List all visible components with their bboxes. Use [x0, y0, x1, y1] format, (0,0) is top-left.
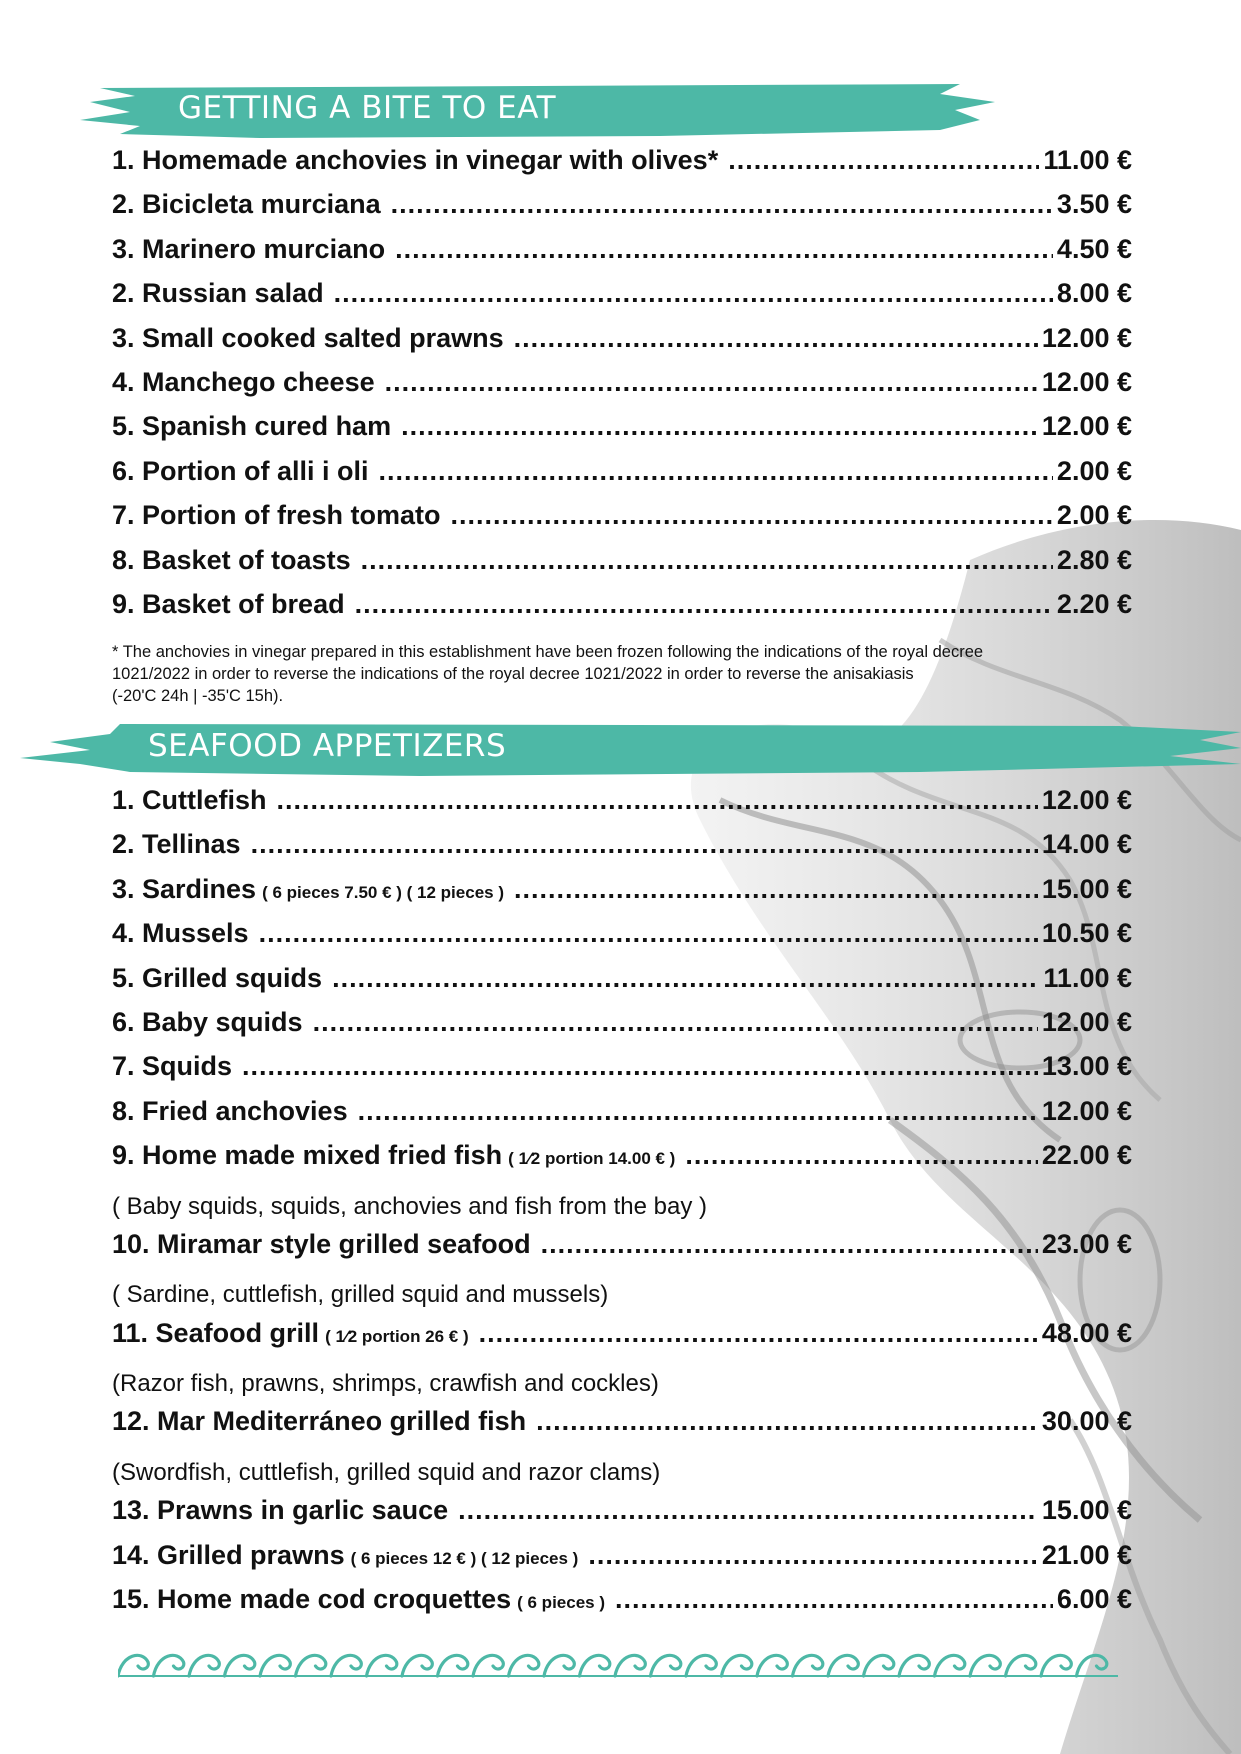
menu-item [112, 589, 1132, 633]
menu-item-price: 12.00 € [1041, 1095, 1132, 1126]
menu-item-note: ( 1⁄2 portion 14.00 € ) [508, 1149, 676, 1169]
wave-glyph [1041, 1655, 1071, 1676]
menu-item-price: 15.00 € [1041, 1495, 1132, 1526]
menu-list-bites [112, 145, 1132, 633]
menu-item [112, 189, 1132, 233]
menu-item [112, 323, 1132, 367]
wave-glyph [118, 1655, 148, 1676]
menu-item-name: 4. Manchego cheese [112, 366, 375, 397]
menu-item [112, 411, 1132, 455]
dot-leader [355, 589, 1053, 620]
menu-item-name: 14. Grilled prawns [112, 1539, 345, 1570]
wave-glyph [935, 1655, 965, 1676]
wave-glyph [899, 1655, 929, 1676]
menu-item-price: 14.00 € [1041, 829, 1132, 860]
menu-item-name: 9. Home made mixed fried fish [112, 1140, 503, 1171]
menu-item-name: 2. Russian salad [112, 278, 324, 309]
menu-item-price: 12.00 € [1041, 366, 1132, 397]
menu-item-name: 2. Bicicleta murciana [112, 189, 381, 220]
menu-item-price: 13.00 € [1041, 1051, 1132, 1082]
wave-glyph [189, 1655, 219, 1676]
menu-item [112, 874, 1132, 918]
wave-glyph [828, 1655, 858, 1676]
wave-glyph [757, 1655, 787, 1676]
menu-item-price: 6.00 € [1056, 1584, 1132, 1615]
menu-item [112, 367, 1132, 411]
menu-item-name: 8. Fried anchovies [112, 1095, 348, 1126]
menu-item [112, 234, 1132, 278]
dot-leader [259, 918, 1038, 949]
menu-item-price: 12.00 € [1041, 322, 1132, 353]
wave-glyph [580, 1655, 610, 1676]
section-title-getting-a-bite [60, 80, 1000, 142]
dot-leader [615, 1584, 1053, 1615]
menu-item-name: 3. Sardines [112, 873, 257, 904]
wave-glyph [864, 1655, 894, 1676]
menu-item-name: 7. Portion of fresh tomato [112, 500, 441, 531]
menu-item [112, 829, 1132, 873]
dot-leader [361, 545, 1053, 576]
wave-glyph [402, 1655, 432, 1676]
wave-glyph [296, 1655, 326, 1676]
dot-leader [358, 1096, 1038, 1127]
menu-item-name: 5. Grilled squids [112, 962, 323, 993]
dot-leader [536, 1406, 1038, 1437]
dot-leader [479, 1318, 1038, 1349]
menu-item-price: 11.00 € [1043, 962, 1132, 993]
menu-item [112, 1051, 1132, 1095]
dot-leader [685, 1140, 1038, 1171]
menu-item-description: (Swordfish, cuttlefish, grilled squid and razor clams) [112, 1458, 661, 1486]
section-title-seafood-appetizers [20, 718, 1241, 780]
menu-item-price: 4.50 € [1056, 233, 1132, 264]
menu-item [112, 145, 1132, 189]
menu-item-price: 3.50 € [1056, 189, 1132, 220]
footnote-line: * The anchovies in vinegar prepared in this establishment have been frozen following the indications of the royal decree [112, 643, 984, 661]
menu-item [112, 1584, 1132, 1628]
dot-leader [277, 785, 1038, 816]
menu-item-price: 2.80 € [1056, 544, 1132, 575]
menu-item-note: ( 6 pieces 7.50 € ) ( 12 pieces ) [262, 882, 504, 902]
wave-glyph [367, 1655, 397, 1676]
menu-list-seafood [112, 785, 1132, 1628]
menu-item-price: 12.00 € [1041, 1006, 1132, 1037]
dot-leader [728, 145, 1039, 176]
menu-item-price: 2.00 € [1056, 455, 1132, 486]
dot-leader [514, 874, 1038, 905]
dot-leader [514, 323, 1038, 354]
menu-item-name: 15. Home made cod croquettes [112, 1584, 512, 1615]
menu-item-price: 2.20 € [1056, 588, 1132, 619]
menu-item-note: ( 1⁄2 portion 26 € ) [325, 1326, 469, 1346]
wave-glyph [225, 1655, 255, 1676]
dot-leader [385, 367, 1038, 398]
wave-glyph [1077, 1655, 1107, 1676]
menu-item [112, 1406, 1132, 1450]
menu-item-price: 15.00 € [1041, 873, 1132, 904]
wave-glyph [686, 1655, 716, 1676]
menu-item-price: 21.00 € [1041, 1539, 1132, 1570]
menu-item-price: 10.50 € [1041, 918, 1132, 949]
dot-leader [395, 234, 1053, 265]
menu-item [112, 278, 1132, 322]
menu-item-name: 1. Homemade anchovies in vinegar with olives* [112, 145, 719, 175]
menu-item [112, 500, 1132, 544]
menu-item [112, 1318, 1132, 1362]
menu-item-note: ( 6 pieces ) [517, 1593, 605, 1613]
menu-item [112, 785, 1132, 829]
menu-item-note: ( 6 pieces 12 € ) ( 12 pieces ) [350, 1548, 579, 1568]
dot-leader [458, 1495, 1038, 1526]
section-title-text: SEAFOOD APPETIZERS [148, 728, 507, 764]
menu-item-name: 9. Basket of bread [112, 588, 345, 619]
dot-leader [251, 829, 1038, 860]
menu-item [112, 545, 1132, 589]
wave-glyph [615, 1655, 645, 1676]
menu-item-name: 13. Prawns in garlic sauce [112, 1495, 449, 1526]
menu-item [112, 1096, 1132, 1140]
menu-item-name: 12. Mar Mediterráneo grilled fish [112, 1406, 527, 1437]
dot-leader [242, 1051, 1038, 1082]
menu-item-name: 3. Small cooked salted prawns [112, 322, 504, 353]
dot-leader [334, 278, 1053, 309]
wave-glyph [509, 1655, 539, 1676]
menu-item-price: 23.00 € [1041, 1228, 1132, 1259]
menu-item [112, 1540, 1132, 1584]
menu-item-name: 5. Spanish cured ham [112, 411, 392, 442]
dot-leader [588, 1540, 1038, 1571]
dot-leader [379, 456, 1053, 487]
menu-item-price: 12.00 € [1041, 411, 1132, 442]
wave-glyph [793, 1655, 823, 1676]
menu-item-price: 11.00 € [1043, 145, 1132, 175]
menu-item-name: 10. Miramar style grilled seafood [112, 1228, 531, 1259]
menu-item-name: 8. Basket of toasts [112, 544, 351, 575]
menu-item [112, 456, 1132, 500]
menu-item-price: 22.00 € [1041, 1140, 1132, 1171]
wave-glyph [154, 1655, 184, 1676]
menu-item-name: 11. Seafood grill [112, 1317, 320, 1348]
menu-item-name: 6. Baby squids [112, 1006, 303, 1037]
menu-item [112, 1140, 1132, 1184]
wave-glyph [722, 1655, 752, 1676]
wave-glyph [473, 1655, 503, 1676]
wave-glyph [970, 1655, 1000, 1676]
menu-item-price: 48.00 € [1041, 1317, 1132, 1348]
menu-item-name: 1. Cuttlefish [112, 785, 267, 815]
dot-leader [332, 963, 1039, 994]
dot-leader [541, 1229, 1038, 1260]
menu-item [112, 1007, 1132, 1051]
wave-glyph [651, 1655, 681, 1676]
menu-item-name: 6. Portion of alli i oli [112, 455, 369, 486]
dot-leader [401, 411, 1038, 442]
menu-item-description: (Razor fish, prawns, shrimps, crawfish and cockles) [112, 1370, 659, 1398]
menu-item-name: 2. Tellinas [112, 829, 241, 860]
menu-item-name: 3. Marinero murciano [112, 233, 386, 264]
wave-glyph [260, 1655, 290, 1676]
menu-item-price: 8.00 € [1056, 278, 1132, 309]
footnote-line: 1021/2022 in order to reverse the indications of the royal decree 1021/2022 in order to reverse the anisakiasis [112, 665, 914, 683]
dot-leader [313, 1007, 1038, 1038]
dot-leader [451, 500, 1053, 531]
menu-item [112, 963, 1132, 1007]
wave-glyph [544, 1655, 574, 1676]
wave-divider-icon [118, 1646, 1123, 1682]
wave-glyph [331, 1655, 361, 1676]
menu-item [112, 1229, 1132, 1273]
menu-item-name: 4. Mussels [112, 918, 249, 949]
menu-item [112, 1495, 1132, 1539]
menu-item-description: ( Baby squids, squids, anchovies and fish from the bay ) [112, 1192, 707, 1220]
menu-item-name: 7. Squids [112, 1051, 233, 1082]
footnote [112, 641, 1142, 707]
section-title-text: GETTING A BITE TO EAT [178, 90, 557, 126]
dot-leader [391, 189, 1053, 220]
menu-item-description: ( Sardine, cuttlefish, grilled squid and mussels) [112, 1281, 609, 1309]
menu-item-price: 12.00 € [1041, 785, 1132, 815]
menu-item-price: 2.00 € [1056, 500, 1132, 531]
menu-item [112, 918, 1132, 962]
wave-glyph [438, 1655, 468, 1676]
wave-glyph [1006, 1655, 1036, 1676]
menu-item-price: 30.00 € [1041, 1406, 1132, 1437]
footnote-line: (-20'C 24h | -35'C 15h). [112, 687, 284, 705]
